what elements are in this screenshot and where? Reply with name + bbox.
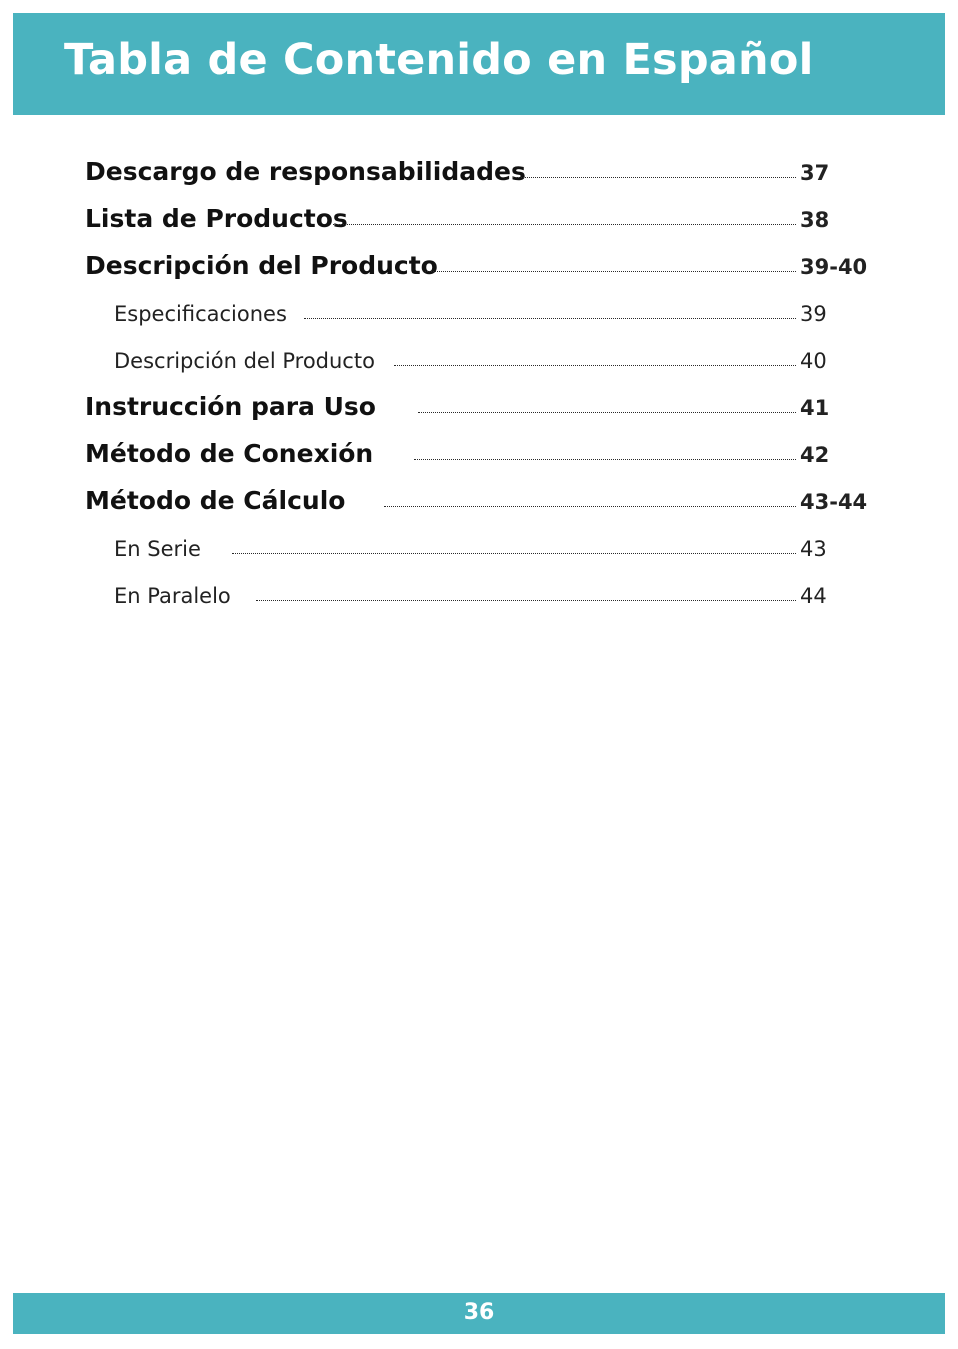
toc-dot-leader [418,412,796,413]
toc-entry-page: 43-44 [800,489,868,514]
toc-entry-label: Instrucción para Uso [85,391,376,421]
toc-entry-page: 41 [800,395,830,420]
toc-dot-leader [304,318,796,319]
toc-entry-page: 38 [800,207,830,232]
toc-entry-page: 44 [800,583,827,608]
toc-entry-page: 40 [800,348,827,373]
toc-dot-leader [232,553,796,554]
toc-dot-leader [513,177,796,178]
toc-entry-label: Descargo de responsabilidades [85,156,526,186]
toc-entry-page: 39 [800,301,827,326]
toc-dot-leader [423,271,796,272]
toc-entry-label: Lista de Productos [85,203,348,233]
toc-entry-label: Especificaciones [114,301,287,326]
toc-entry-label: Método de Cálculo [85,485,346,515]
toc-entry-label: Descripción del Producto [114,348,375,373]
footer-band [13,1293,945,1334]
page-title: Tabla de Contenido en Español [64,35,814,85]
toc-entry-especificaciones[interactable] [114,298,830,332]
toc-entry-metodo-calculo[interactable] [85,486,875,520]
toc-entry-descripcion-producto-sub[interactable] [114,345,830,379]
page-number: 36 [463,1300,495,1325]
toc-dot-leader [333,224,796,225]
toc-entry-page: 39-40 [800,254,868,279]
toc-dot-leader [384,506,796,507]
toc-entry-label: Método de Conexión [85,438,374,468]
toc-entry-metodo-conexion[interactable] [85,439,830,473]
toc-entry-label: En Paralelo [114,583,231,608]
toc-entry-label: En Serie [114,536,201,561]
toc-entry-page: 43 [800,536,827,561]
toc-entry-descargo[interactable] [85,157,830,191]
toc-dot-leader [414,459,796,460]
toc-entry-en-paralelo[interactable] [114,580,830,614]
toc-entry-label: Descripción del Producto [85,250,438,280]
toc-dot-leader [256,600,796,601]
toc-entry-lista-productos[interactable] [85,204,830,238]
toc-entry-instruccion-uso[interactable] [85,392,830,426]
toc-dot-leader [394,365,796,366]
toc-entry-page: 42 [800,442,830,467]
toc-entry-page: 37 [800,160,830,185]
toc-entry-en-serie[interactable] [114,533,830,567]
toc-entry-descripcion-producto[interactable] [85,251,875,285]
